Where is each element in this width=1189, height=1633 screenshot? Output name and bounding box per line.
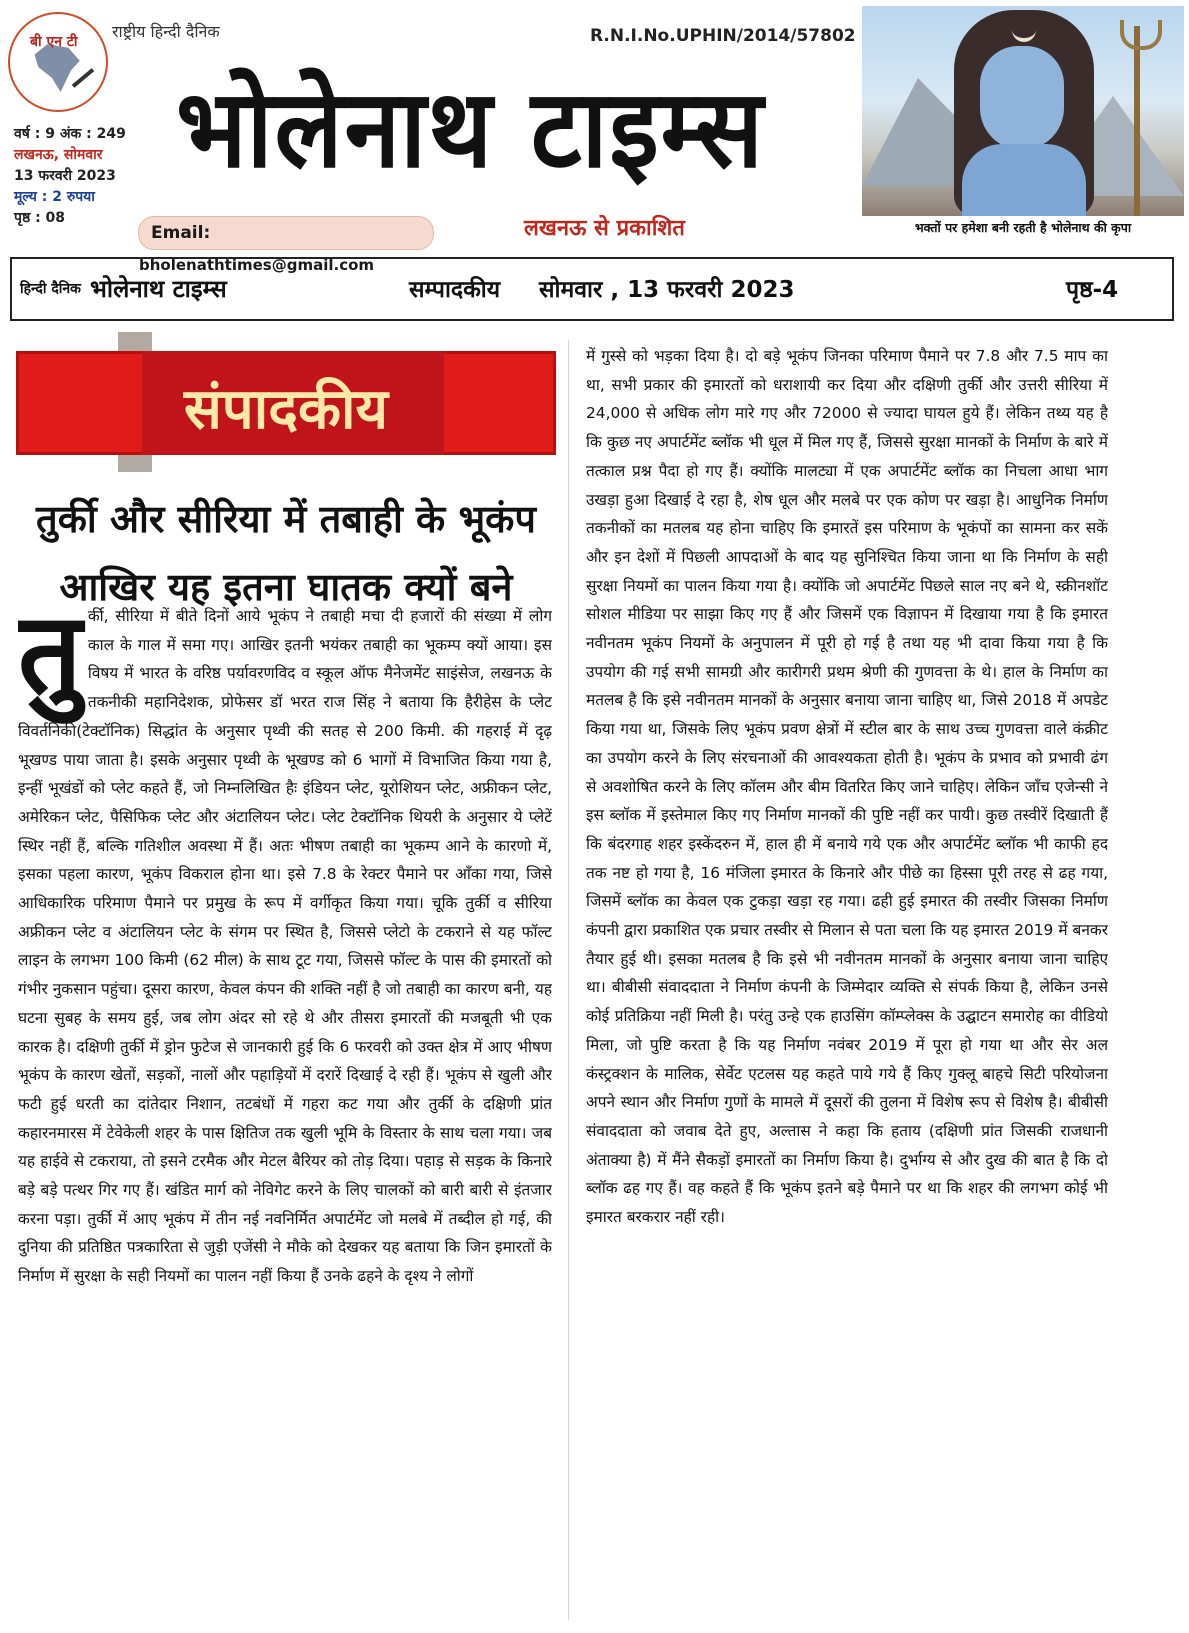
newspaper-title: भोलेनाथ टाइम्स xyxy=(176,67,765,192)
column-1-text: र्की, सीरिया में बीते दिनों आये भूकंप ने तबाही मचा दी हजारों की संख्या में लोग काल के गाल में समा गए। आखिर इतनी भयंकर तबाही का भूकम्प क्यों आया। इस विषय में भारत के वरिष्ठ पर्यावरणविद व स्कूल ऑफ मैनेजमेंट साइंसेज, लखनऊ के तकनीकी महानिदेशक, प्रोफेसर डॉ भरत राज सिंह ने बताया कि हैरीहेस के प्लेट विवर्तनिकी(टेक्टॉनिक) सिद्धांत के अनुसार पृथ्वी की सतह से 200 किमी. की गहराई में दृढ़ भूखण्ड पाया जाता है। इसके अनुसार पृथ्वी के भूखण्ड को 6 भागों में विभाजित किया गया है, इन्हीं भूखंडों को प्लेट कहते हैं, जो निम्नलिखित हैः इंडियन प्लेट, यूरोशियन प्लेट, अफ्रीकन प्लेट, अमेरिकन प्लेट, पैसिफिक प्लेट और अंटालियन प्लेट। प्लेट टेक्टॉनिक थियरी के अनुसार ये प्लेटें स्थिर नहीं हैं, बल्कि गतिशील अवस्था में हैं। अतः भीषण तबाही का भूकम्प आने के कारणो में, इसका पहला कारण, भूकंप विकराल होना था। इसे 7.8 के रेक्टर पैमाने पर आँका गया, जिसे आधिकारिक परिमाण पैमाने पर प्रमुख के रूप में वर्गीकृत किया गया। चूकि तुर्की व सीरिया अफ्रीकन प्लेट व अंटालियन प्लेट के संगम पर स्थित है, जिससे प्लेटो के टकराने से यह फॉल्ट लाइन के लगभग 100 किमी (62 मील) के साथ टूट गया, जिससे फॉल्ट के पास की इमारतों को गंभीर नुकसान पहुंचा। दूसरा कारण, केवल कंपन की शक्ति नहीं है जो तबाही का कारण बनी, यह घटना सुबह के समय हुई, जब लोग अंदर सो रहे थे और तीसरा इमारतों की मजबूती भी एक कारक है। दक्षिणी तुर्की में ड्रोन फुटेज से जानकारी हुई कि 6 फरवरी को उक्त क्षेत्र में आए भीषण भूकंप के कारण खेतों, सड़कों, नालों और पहाड़ियों में दरारें दिखाई दे रही हैं। भूकंप से खुली और फटी हुई धरती का दांतेदार निशान, तटबंधों में गहरा कट गया और तुर्की के दक्षिणी प्रांत कहारनमारस में टेवेकेली शहर के पास क्षितिज तक खुली भूमि के विस्तार के साथ चला गया। जब यह हाईवे से टकराया, तो इसने टरमैक और मेटल बैरियर को तोड़ दिया। पहाड़ से सड़क के किनारे बड़े बड़े पत्थर गिर गए हैं। खंडित मार्ग को नेविगेट करने के लिए चालकों को बारी बारी से इंतजार करना पड़ा। तुर्की में आए भूकंप में तीन नई नवनिर्मित अपार्टमेंट जो मलबे में तब्दील हो गई, की दुनिया की प्रतिष्ठित पत्रकारिता से जुड़ी एजेंसी ने मौके को देखकर यह बताया कि जिन इमारतों के निर्माण में सुरक्षा के सही नियमों का पालन नहीं किया हैं उनके ढहने के दृश्य ने लोगों xyxy=(18,607,552,1286)
body-shape xyxy=(962,144,1086,216)
article-column-1 xyxy=(18,602,552,1632)
editorial-banner xyxy=(16,351,556,455)
trident-head-icon xyxy=(1120,20,1162,50)
headline-line-2: आखिर यह इतना घातक क्यों बने xyxy=(59,565,513,609)
email-address[interactable]: bholenathtimes@gmail.com xyxy=(139,256,375,274)
newspaper-logo xyxy=(8,12,108,112)
section-name: सम्पादकीय xyxy=(409,277,501,303)
edition-date: सोमवार , 13 फरवरी 2023 xyxy=(539,277,795,303)
price: मूल्य : 2 रुपया xyxy=(14,189,95,205)
edition-bar xyxy=(10,257,1174,321)
article-column-2 xyxy=(586,342,1108,1632)
edition-small-label: हिन्दी दैनिक xyxy=(20,281,81,297)
pen-icon xyxy=(72,68,94,88)
edition-paper-name: भोलेनाथ टाइम्स xyxy=(90,275,227,303)
published-from: लखनऊ से प्रकाशित xyxy=(524,216,685,241)
email-box xyxy=(138,216,434,274)
place-day: लखनऊ, सोमवार xyxy=(14,147,103,163)
logo-text: बी एन टी xyxy=(30,34,78,50)
lord-shiva-image xyxy=(862,6,1184,216)
trident-icon xyxy=(1134,26,1140,216)
face-shape xyxy=(980,46,1064,150)
column-divider xyxy=(568,340,569,1620)
column-2-text: में गुस्से को भड़का दिया है। दो बड़े भूकंप जिनका परिमाण पैमाने पर 7.8 और 7.5 माप का था, सभी प्रकार की इमारतों को धराशायी कर दिया और दक्षिणी तुर्की और उत्तरी सीरिया में 24,000 से अधिक लोग मारे गए और 72000 से ज्यादा घायल हुये हैं। लेकिन तथ्य यह है कि कुछ नए अपार्टमेंट ब्लॉक भी धूल में मिल गए हैं, जिससे सुरक्षा मानकों के निर्माण के बारे में तत्काल प्रश्न पैदा हो गए हैं। क्योंकि मालट्या में एक अपार्टमेंट ब्लॉक का निचला आधा भाग उखड़ा हुआ दिखाई दे रहा है, शेष धूल और मलबे पर एक कोण पर खड़ा है। आधुनिक निर्माण तकनीकों का मतलब यह होना चाहिए कि इमारतें इस परिमाण के भूकंपों का सामना कर सकें और इन देशों में पिछली आपदाओं के बाद यह सुनिश्चित किया जाना था कि निर्माण के सही सुरक्षा नियमों का पालन किया गया है। क्योंकि जो अपार्टमेंट पिछले साल नए बने थे, स्क्रीनशॉट सोशल मीडिया पर साझा किए गए हैं और जिसमें एक विज्ञापन में दिखाया गया है कि इमारत नवीनतम भूकंप नियमों के अनुपालन में पूरी हो गई है तथा यह भी दावा किया गया है कि उपयोग की गई सभी सामग्री और कारीगरी प्रथम श्रेणी की गुणवत्ता के थे। हाल के निर्माण का मतलब है कि इसे नवीनतम मानकों के अनुसार बनाया जाना चाहिए था, जिसे 2018 में अपडेट किया गया था, जिसके लिए भूकंप प्रवण क्षेत्रों में स्टील बार के साथ उच्च गुणवत्ता वाले कंक्रीट का उपयोग करने के लिए संरचनाओं की आवश्यकता होती है। भूकंप के प्रभाव को प्रभावी ढंग से अवशोषित करने के लिए कॉलम और बीम वितरित किए जाने चाहिए। लेकिन जाँच एजेन्सी ने इस ब्लॉक में इस्तेमाल किए गए निर्माण मानकों की पुष्टि नहीं कर पायी। कुछ तस्वीरें दिखाती हैं कि बंदरगाह शहर इस्केंदरुन में, हाल ही में बनाये गये एक और अपार्टमेंट ब्लॉक भी काफी हद तक नष्ट हो गया है, 16 मंजिला इमारत के किनारे और पीछे का हिस्सा पूरी तरह से ढह गया, जिसमें ब्लॉक का केवल एक टुकड़ा खड़ा रह गया। ढही हुई इमारत की तस्वीर जिसका निर्माण कंपनी द्वारा प्रकाशित एक प्रचार तस्वीर से मिलान से पता चला कि यह इमारत 2019 में बनकर तैयार हुई थी। इसका मतलब है कि इसे भी नवीनतम मानकों के अनुसार बनाया जाना चाहिए था। बीबीसी संवाददाता ने निर्माण कंपनी के जिम्मेदार व्यक्ति से संपर्क किया है, लेकिन उनसे कोई प्रतिक्रिया नहीं मिली है। परंतु उन्हे एक हाउसिंग कॉम्प्लेक्स के उद्घाटन समारोह का वीडियो मिला, जो पुष्टि करता है कि यह निर्माण नवंबर 2019 में पूरा हो गया था और सेर अल कंस्ट्रक्शन के मालिक, सेर्वेट एटलस यह कहते पाये गये हैं किए गुक्लू बाहचे सिटी परियोजना अपने स्थान और निर्माण गुणों के मामले में दूसरों की तुलना में विशेष रूप से विशेष है। बीबीसी संवाददाता को जवाब देते हुए, अल्तास ने कहा कि हताय (दक्षिणी प्रांत जिसकी राजधानी अंताक्या है) में मैंने सैकड़ों इमारतों का निर्माण किया है। दुर्भाग्य से और दुख की बात है कि दो ब्लॉक ढह गए हैं। वह कहते हैं कि भूकंप इतने बड़े पैमाने पर था कि शहर की लगभग कोई भी इमारत बरकरार नहीं रही। xyxy=(586,347,1108,1227)
volume-issue: वर्ष : 9 अंक : 249 xyxy=(14,126,126,142)
rni-number: R.N.I.No.UPHIN/2014/57802 xyxy=(590,26,856,46)
image-caption: भक्तों पर हमेशा बनी रहती है भोलेनाथ की कृपा xyxy=(914,220,1132,235)
tagline: राष्ट्रीय हिन्दी दैनिक xyxy=(112,22,220,41)
issue-date: 13 फरवरी 2023 xyxy=(14,168,116,184)
email-label: Email: xyxy=(151,223,211,243)
page-number: पृष्ठ-4 xyxy=(1066,277,1119,303)
masthead xyxy=(0,0,1189,274)
drop-cap: तु xyxy=(18,602,82,719)
issue-meta xyxy=(14,124,126,229)
page-count: पृष्ठ : 08 xyxy=(14,210,66,226)
editorial-banner-label: संपादकीय xyxy=(184,376,388,442)
headline-line-1: तुर्की और सीरिया में तबाही के भूकंप xyxy=(36,497,536,541)
